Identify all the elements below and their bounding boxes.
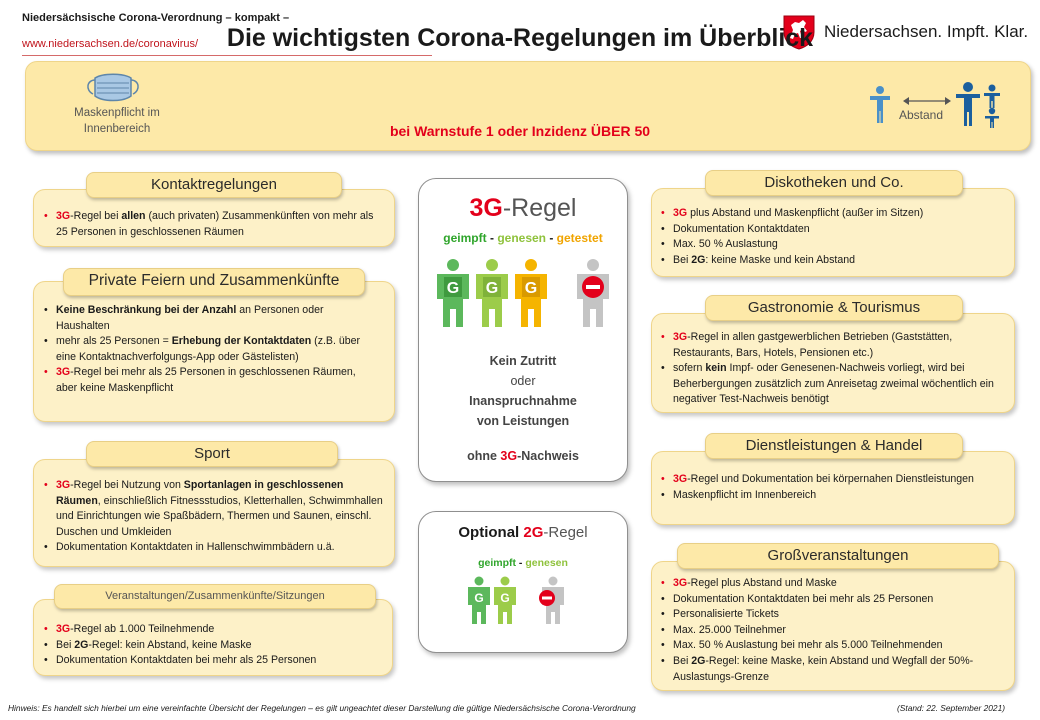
list-item: • 3G-Regel bei allen (auch privaten) Zusammenkünften von mehr als 25 Personen in geschlossenen Räumen [38,209,388,240]
card-3g-status-line: geimpft - genesen - getestet [443,231,603,245]
card-2g-regel [418,511,628,653]
figure-letter: G [500,591,510,605]
3g-figures-graphic [431,257,615,329]
card-3g-title: 3G-Regel [469,194,577,222]
list-item: • sofern kein Impf- oder Genesenen-Nachweis vorliegt, wird bei Beherbergungen zusätzlich zum Anreisetag zweimal wöchentlich ein negativer Test-Nachweis benötigt [655,361,1007,408]
header-title: Niedersächsische Corona-Verordnung – kompakt – [22,12,290,24]
list-item: • 3G-Regel ab 1.000 Teilnehmende [38,622,384,638]
card-3g-line: oder [510,374,536,388]
distance-label: Abstand [899,108,944,122]
list-item: • 3G-Regel und Dokumentation bei körpernahen Dienstleistungen [655,472,985,488]
person-icon [868,86,892,124]
list-item: • Personalisierte Tickets [655,607,1007,623]
card-3g-line: ohne 3G-Nachweis [467,449,579,463]
figure-letter: G [474,591,484,605]
list-item: • Keine Beschränkung bei der Anzahl an Personen oder Haushalten [38,303,378,334]
gastro-list [655,330,1007,408]
card-3g-text [419,351,627,466]
list-item: • Bei 2G-Regel: kein Abstand, keine Maske [38,638,384,654]
list-item: • Max. 25.000 Teilnehmer [655,623,1007,639]
mask-label: Maskenpflicht im Innenbereich [74,107,160,135]
list-item: • Bei 2G-Regel: keine Maske, kein Abstand und Wegfall der 50%-Auslastungs-Grenze [655,654,1007,685]
footer-date: (Stand: 22. September 2021) [897,703,1006,713]
people-group-icon [956,82,1002,128]
figure-letter: G [524,280,538,297]
list-item: • 3G-Regel in allen gastgewerblichen Betrieben (Gaststätten, Restaurants, Bars, Hotels, Pensionen etc.) [655,330,1007,361]
list-item: • 3G plus Abstand und Maskenpflicht (außer im Sitzen) [655,206,1007,222]
page-subtitle: bei Warnstufe 1 oder Inzidenz ÜBER 50 [389,123,651,139]
header-url-link[interactable]: www.niedersachsen.de/coronavirus/ [22,38,199,50]
figure-letter: G [446,280,460,297]
list-item: • mehr als 25 Personen = Erhebung der Kontaktdaten (z.B. über eine Kontaktnachverfolgungs-App oder Gästelisten) [38,334,378,365]
section-title-gross: Großveranstaltungen [677,543,999,569]
denied-person-icon [577,259,609,327]
list-item: • 3G-Regel bei Nutzung von Sportanlagen in geschlossenen Räumen, einschließlich Fitnessstudios, Kletterhallen, Schwimmhallen und Einrichtungen wie Spaßbädern, Thermen und Saunen, einschl. Duschen und Umkleiden [38,478,384,540]
disko-list [655,206,1007,268]
section-title-veranstaltungen: Veranstaltungen/Zusammenkünfte/Sitzungen [54,584,376,609]
section-title-gastro: Gastronomie & Tourismus [705,295,963,321]
list-item: • Dokumentation Kontaktdaten bei mehr als 25 Personen [655,592,1007,608]
list-item: • Dokumentation Kontaktdaten [655,222,1007,238]
card-2g-title: Optional 2G-Regel [458,524,588,541]
list-item: • Max. 50 % Auslastung bei mehr als 5.000 Teilnehmenden [655,638,1007,654]
distance-arrow-icon [902,96,952,106]
page-title: Die wichtigsten Corona-Regelungen im Überblick [226,24,814,52]
figure-letter: G [485,280,499,297]
card-3g-line: Kein Zutritt [489,354,557,368]
card-3g-line: von Leistungen [476,414,570,428]
feiern-list [38,303,378,397]
list-item: • 3G-Regel plus Abstand und Maske [655,576,1007,592]
list-item: • Bei 2G: keine Maske und kein Abstand [655,253,1007,269]
gross-list [655,576,1007,685]
section-title-feiern: Private Feiern und Zusammenkünfte [63,268,365,296]
section-title-handel: Dienstleistungen & Handel [705,433,963,459]
list-item: • Dokumentation Kontaktdaten in Hallenschwimmbädern u.ä. [38,540,384,556]
list-item: • Dokumentation Kontaktdaten bei mehr als 25 Personen [38,653,384,669]
section-title-disko: Diskotheken und Co. [705,170,963,196]
section-title-kontakt: Kontaktregelungen [86,172,342,198]
card-3g-regel [418,178,628,482]
brand-text: Niedersachsen. Impft. Klar. [824,22,1029,41]
card-3g-line: Inanspruchnahme [469,394,577,408]
face-mask-icon [81,70,145,106]
2g-figures-graphic [467,576,577,626]
footer-note: Hinweis: Es handelt sich hierbei um eine vereinfachte Übersicht der Regelungen – es gilt ungeachtet dieser Darstellung die gültige Niedersächsische Corona-Verordnung [8,703,636,713]
veranstaltungen-list [38,622,384,669]
list-item: • 3G-Regel bei mehr als 25 Personen in geschlossenen Räumen, aber keine Maskenpflicht [38,365,378,396]
sport-list [38,478,384,556]
header-divider [22,55,432,56]
section-title-sport: Sport [86,441,338,467]
handel-list [655,472,985,503]
denied-person-icon [539,577,564,625]
list-item: • Maskenpflicht im Innenbereich [655,488,985,504]
card-2g-status-line: geimpft - genesen [478,557,568,569]
kontakt-list [38,209,388,240]
list-item: • Max. 50 % Auslastung [655,237,1007,253]
